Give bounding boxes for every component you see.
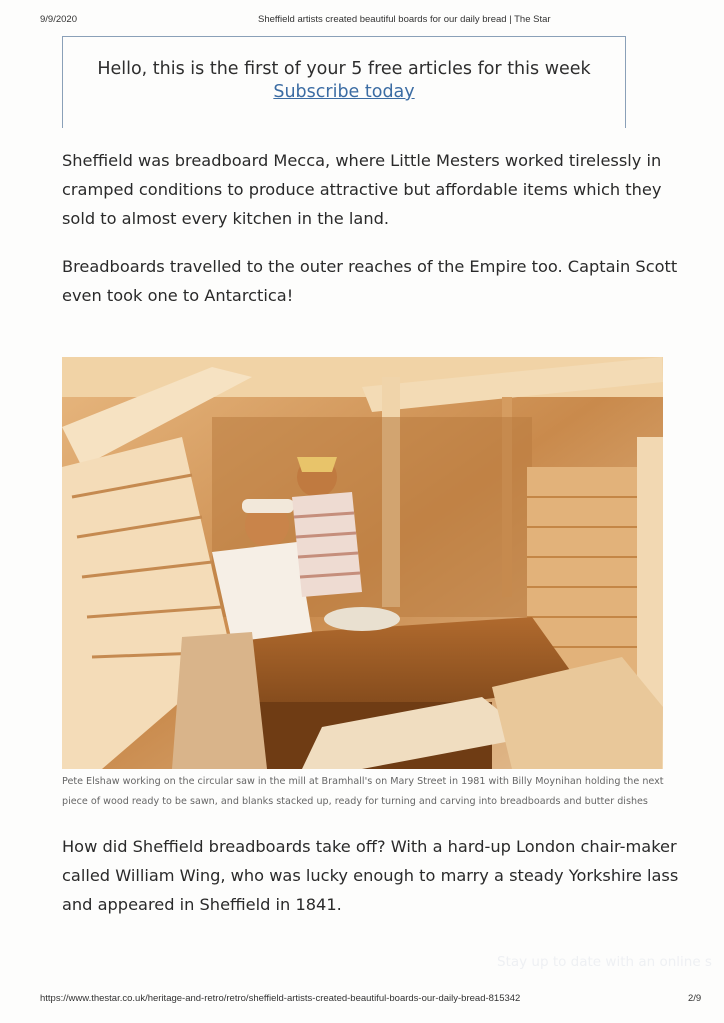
article-photo xyxy=(62,357,663,769)
paywall-message: Hello, this is the first of your 5 free articles for this week xyxy=(97,59,591,79)
subscribe-link[interactable]: Subscribe today xyxy=(273,82,415,102)
article-paragraph: How did Sheffield breadboards take off? With a hard-up London chair-maker called William Wing, who was lucky enough to marry a steady Yorkshire lass and appeared in Sheffield in 1841. xyxy=(62,837,679,914)
paywall-banner xyxy=(62,36,626,128)
print-page-number: 2/9 xyxy=(688,993,702,1004)
print-date: 9/9/2020 xyxy=(40,14,77,25)
photo-caption: Pete Elshaw working on the circular saw in the mill at Bramhall's on Mary Street in 1981 with Billy Moynihan holding the next piece of wood ready to be sawn, and blanks stacked up, ready for turning and carving into breadboards and butter dishes xyxy=(62,776,664,807)
print-url: https://www.thestar.co.uk/heritage-and-retro/retro/sheffield-artists-created-beautiful-boards-our-daily-bread-815342 xyxy=(40,993,521,1004)
print-footer xyxy=(40,993,704,1007)
print-page-title: Sheffield artists created beautiful boards for our daily bread | The Star xyxy=(258,14,551,25)
article-paragraph: Sheffield was breadboard Mecca, where Little Mesters worked tirelessly in cramped conditions to produce attractive but affordable items which they sold to almost every kitchen in the land. xyxy=(62,151,662,228)
article-paragraph: Breadboards travelled to the outer reaches of the Empire too. Captain Scott even took one to Antarctica! xyxy=(62,257,678,305)
print-header xyxy=(40,14,684,28)
newsletter-promo[interactable]: Stay up to date with an online s xyxy=(497,954,712,970)
